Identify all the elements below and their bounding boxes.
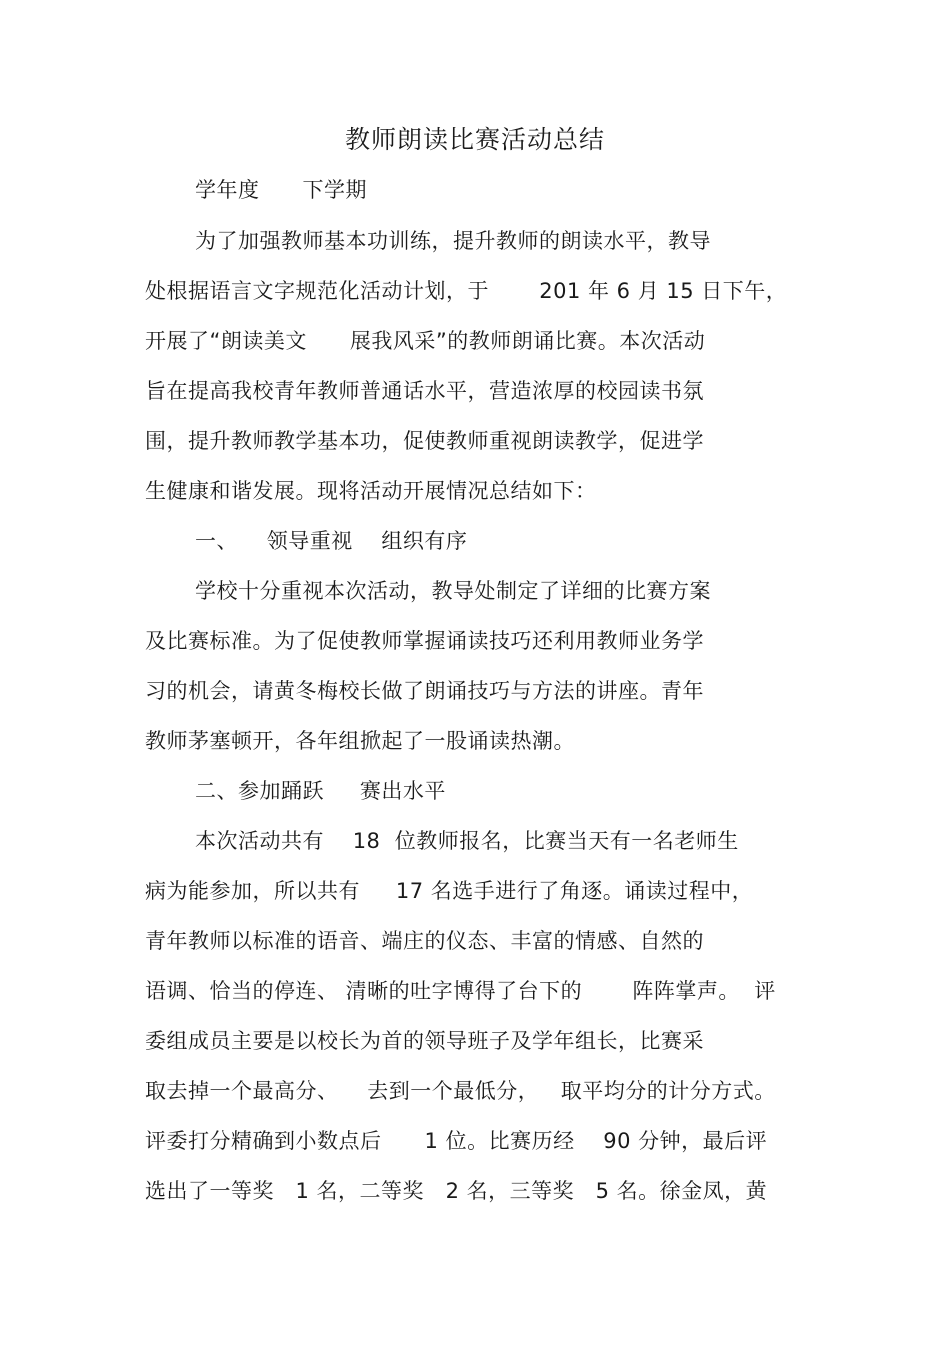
section-heading-2: 二、参加踊跃 赛出水平 — [195, 779, 446, 803]
paragraph-line: 青年教师以标准的语音、端庄的仪态、丰富的情感、自然的 — [145, 929, 704, 953]
paragraph-line-semester: 学年度 下学期 — [195, 178, 368, 202]
paragraph-line: 学校十分重视本次活动，教导处制定了详细的比赛方案 — [195, 579, 711, 603]
paragraph-line: 委组成员主要是以校长为首的领导班子及学年组长，比赛采 — [145, 1029, 704, 1053]
paragraph-line: 本次活动共有 18 位教师报名，比赛当天有一名老师生 — [195, 829, 739, 853]
paragraph-line: 开展了“朗读美文 展我风采”的教师朗诵比赛。本次活动 — [145, 329, 706, 353]
paragraph-line: 评委打分精确到小数点后 1 位。比赛历经 90 分钟，最后评 — [145, 1129, 768, 1153]
paragraph-line: 教师茅塞顿开，各年组掀起了一股诵读热潮。 — [145, 729, 575, 753]
paragraph-line: 旨在提高我校青年教师普通话水平，营造浓厚的校园读书氛 — [145, 379, 704, 403]
paragraph-line: 生健康和谐发展。现将活动开展情况总结如下： — [145, 479, 597, 503]
document-title: 教师朗读比赛活动总结 — [344, 125, 605, 154]
paragraph-line: 围，提升教师教学基本功，促使教师重视朗读教学，促进学 — [145, 429, 704, 453]
paragraph-line: 及比赛标准。为了促使教师掌握诵读技巧还利用教师业务学 — [145, 629, 704, 653]
paragraph-line: 取去掉一个最高分、 去到一个最低分， 取平均分的计分方式。 — [145, 1079, 776, 1103]
paragraph-line: 为了加强教师基本功训练，提升教师的朗读水平，教导 — [195, 229, 711, 253]
paragraph-line: 处根据语言文字规范化活动计划，于 201 年 6 月 15 日下午， — [145, 279, 788, 303]
paragraph-line: 语调、恰当的停连、 清晰的吐字博得了台下的 阵阵掌声。 评 — [145, 979, 776, 1003]
paragraph-line: 选出了一等奖 1 名，二等奖 2 名，三等奖 5 名。徐金凤，黄 — [145, 1179, 768, 1203]
paragraph-line: 病为能参加，所以共有 17 名选手进行了角逐。诵读过程中， — [145, 879, 754, 903]
section-heading-1: 一、 领导重视 组织有序 — [195, 529, 468, 553]
paragraph-line: 习的机会，请黄冬梅校长做了朗诵技巧与方法的讲座。青年 — [145, 679, 704, 703]
